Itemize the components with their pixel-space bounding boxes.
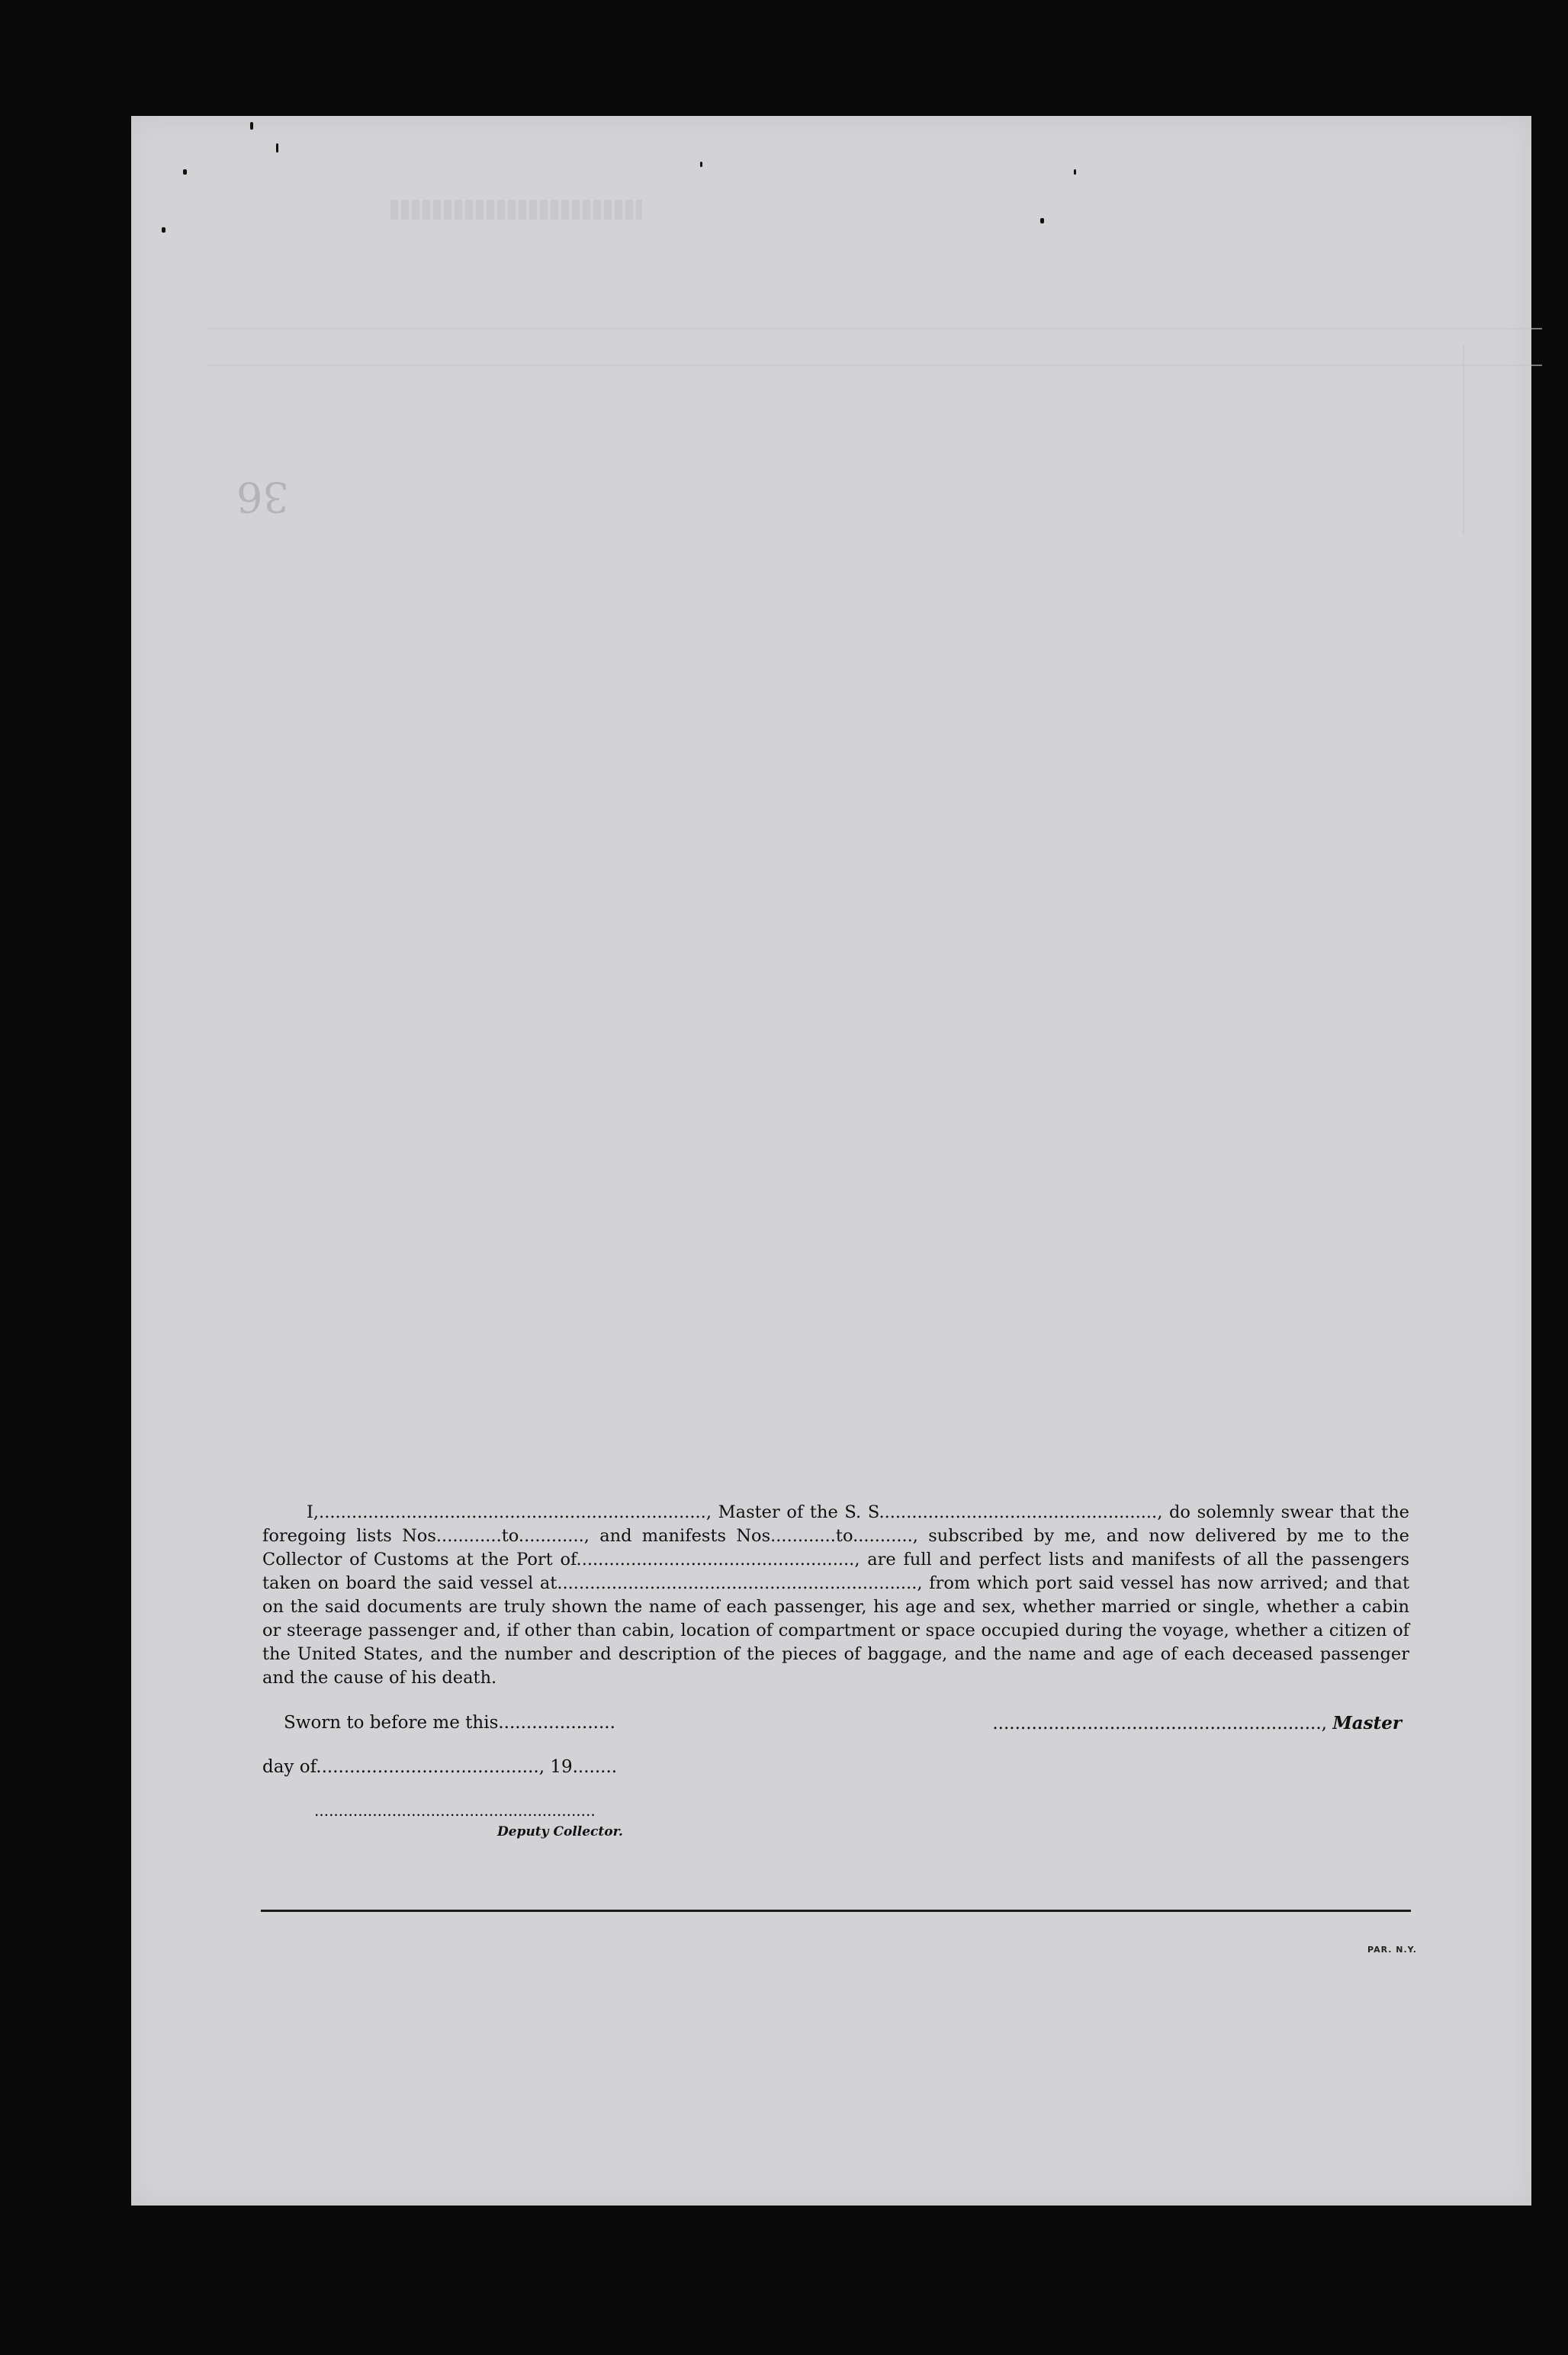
deputy-signature-dots: .......................................................... xyxy=(314,1801,596,1820)
day-line: day of........................................, 19........ xyxy=(262,1757,618,1777)
film-speck xyxy=(276,143,278,153)
film-speck xyxy=(1040,218,1044,223)
document-page xyxy=(131,116,1531,2206)
bottom-rule xyxy=(261,1910,1411,1912)
film-speck xyxy=(250,122,253,130)
master-signature-line xyxy=(992,1713,1402,1733)
film-speck xyxy=(1074,169,1076,175)
film-speck xyxy=(183,169,187,175)
oath-text: I,......................................................................., Master of the S. S..................................................., do solemnly swear that the foregoing lists Nos............to............, and manifests Nos............to..........., subscribed by me, and now delivered by me to the Collector of Customs at the Port of..................................................., are full and perfect lists and manifests of all the passengers taken on board the said vessel at.................................................................., from which port said vessel has now arrived; and that on the said documents are truly shown the name of each passenger, his age and sex, whether married or single, whether a cabin or steerage passenger and, if other than cabin, location of compartment or space occupied during the voyage, whether a citizen of the United States, and the number and description of the pieces of baggage, and the name and age of each deceased passenger and the cause of his death. xyxy=(262,1502,1409,1688)
bleed-through-header xyxy=(390,200,642,220)
bleed-through-rule xyxy=(207,365,1542,366)
printer-mark: PAR. N.Y. xyxy=(1367,1945,1417,1955)
master-label: Master xyxy=(1332,1713,1402,1733)
master-dots: ..........................................................., xyxy=(992,1714,1327,1733)
deputy-collector-label: Deputy Collector. xyxy=(497,1824,623,1839)
bleed-through-rule xyxy=(207,328,1542,329)
bleed-through-number: 36 xyxy=(236,473,289,521)
oath-paragraph xyxy=(262,1501,1409,1690)
film-speck xyxy=(162,227,165,233)
sworn-line: Sworn to before me this..................... xyxy=(284,1713,615,1733)
bleed-through-rule xyxy=(1463,345,1464,535)
film-speck xyxy=(700,162,702,167)
